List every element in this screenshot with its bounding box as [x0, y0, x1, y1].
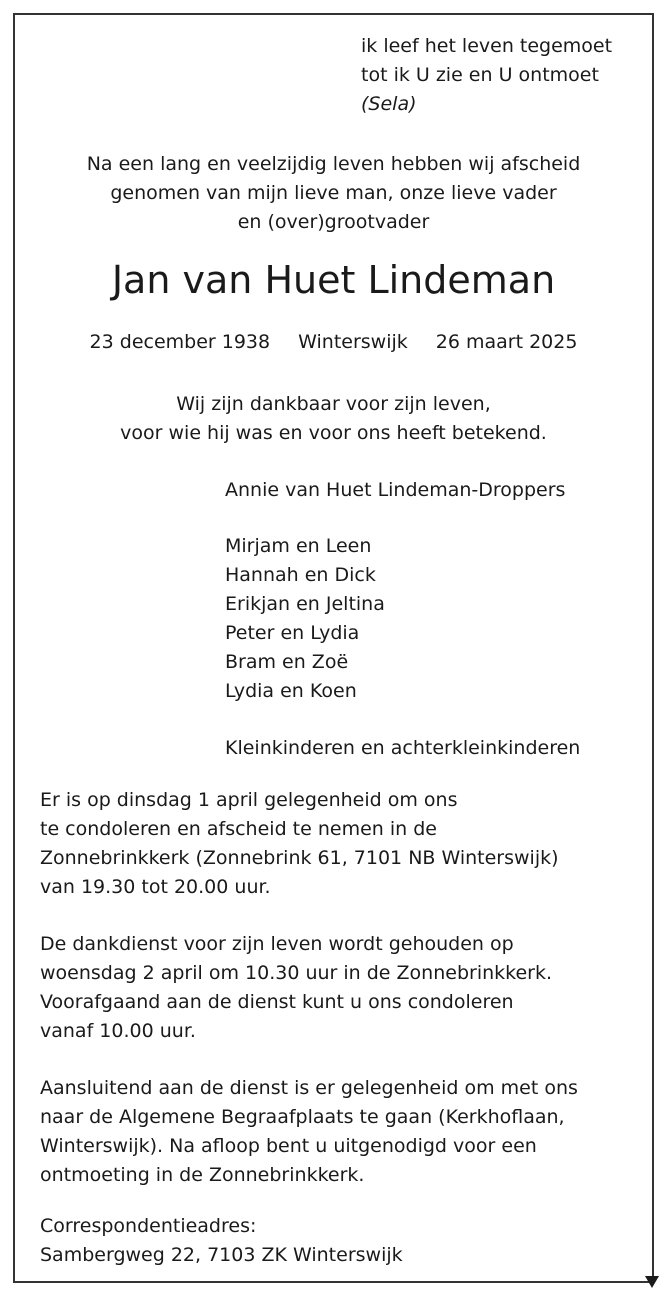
gratitude-text — [13, 390, 654, 448]
text-line: Er is op dinsdag 1 april gelegenheid om ons — [40, 789, 458, 811]
text-line: van 19.30 tot 20.00 uur. — [40, 876, 271, 898]
grandchildren — [225, 734, 580, 763]
children-list — [225, 532, 385, 706]
text-line: te condoleren en afscheid te nemen in de — [40, 818, 437, 840]
correspondence — [40, 1212, 403, 1270]
gratitude-line-2: voor wie hij was en voor ons heeft betekend. — [120, 422, 547, 444]
grandchildren-label: Kleinkinderen en achterkleinkinderen — [225, 737, 581, 759]
list-item: Mirjam en Leen — [225, 535, 372, 557]
text-line: woensdag 2 april om 10.30 uur in de Zonnebrinkkerk. — [40, 962, 553, 984]
text-line: naar de Algemene Begraafplaats te gaan (Kerkhoflaan, — [40, 1106, 565, 1128]
list-item: Peter en Lydia — [225, 622, 360, 644]
life-dates — [13, 328, 654, 357]
burial-paragraph — [40, 1074, 578, 1190]
poem — [361, 32, 612, 119]
list-item: Erikjan en Jeltina — [225, 593, 385, 615]
poem-line-1: ik leef het leven tegemoet — [361, 35, 613, 57]
text-line: Aansluitend aan de dienst is er gelegenheid om met ons — [40, 1077, 578, 1099]
poem-line-2: tot ik U zie en U ontmoet — [361, 64, 599, 86]
intro-text — [13, 150, 654, 237]
text-line: Zonnebrinkkerk (Zonnebrink 61, 7101 NB Winterswijk) — [40, 847, 559, 869]
intro-line-2: genomen van mijn lieve man, onze lieve vader — [110, 182, 557, 204]
deceased-name: Jan van Huet Lindeman — [111, 258, 556, 302]
birth-date: 23 december 1938 — [89, 331, 271, 353]
death-date: 26 maart 2025 — [435, 331, 578, 353]
gratitude-line-1: Wij zijn dankbaar voor zijn leven, — [176, 393, 491, 415]
text-line: Voorafgaand aan de dienst kunt u ons condoleren — [40, 991, 514, 1013]
list-item: Lydia en Koen — [225, 680, 357, 702]
list-item: Hannah en Dick — [225, 564, 376, 586]
correspondence-address: Sambergweg 22, 7103 ZK Winterswijk — [40, 1244, 403, 1266]
text-line: ontmoeting in de Zonnebrinkkerk. — [40, 1164, 365, 1186]
poem-source: (Sela) — [361, 93, 417, 115]
arrow-down-icon[interactable] — [645, 1276, 659, 1288]
intro-line-3: en (over)grootvader — [237, 211, 430, 233]
intro-line-1: Na een lang en veelzijdig leven hebben wij afscheid — [86, 153, 581, 175]
condolence-paragraph — [40, 786, 559, 902]
service-paragraph — [40, 930, 552, 1046]
correspondence-label: Correspondentieadres: — [40, 1215, 257, 1237]
text-line: De dankdienst voor zijn leven wordt gehouden op — [40, 933, 514, 955]
text-line: vanaf 10.00 uur. — [40, 1020, 196, 1042]
list-item: Bram en Zoë — [225, 651, 349, 673]
place: Winterswijk — [298, 331, 408, 353]
spouse — [225, 476, 565, 505]
text-line: Winterswijk). Na afloop bent u uitgenodigd voor een — [40, 1135, 537, 1157]
spouse-name: Annie van Huet Lindeman-Droppers — [225, 479, 566, 501]
